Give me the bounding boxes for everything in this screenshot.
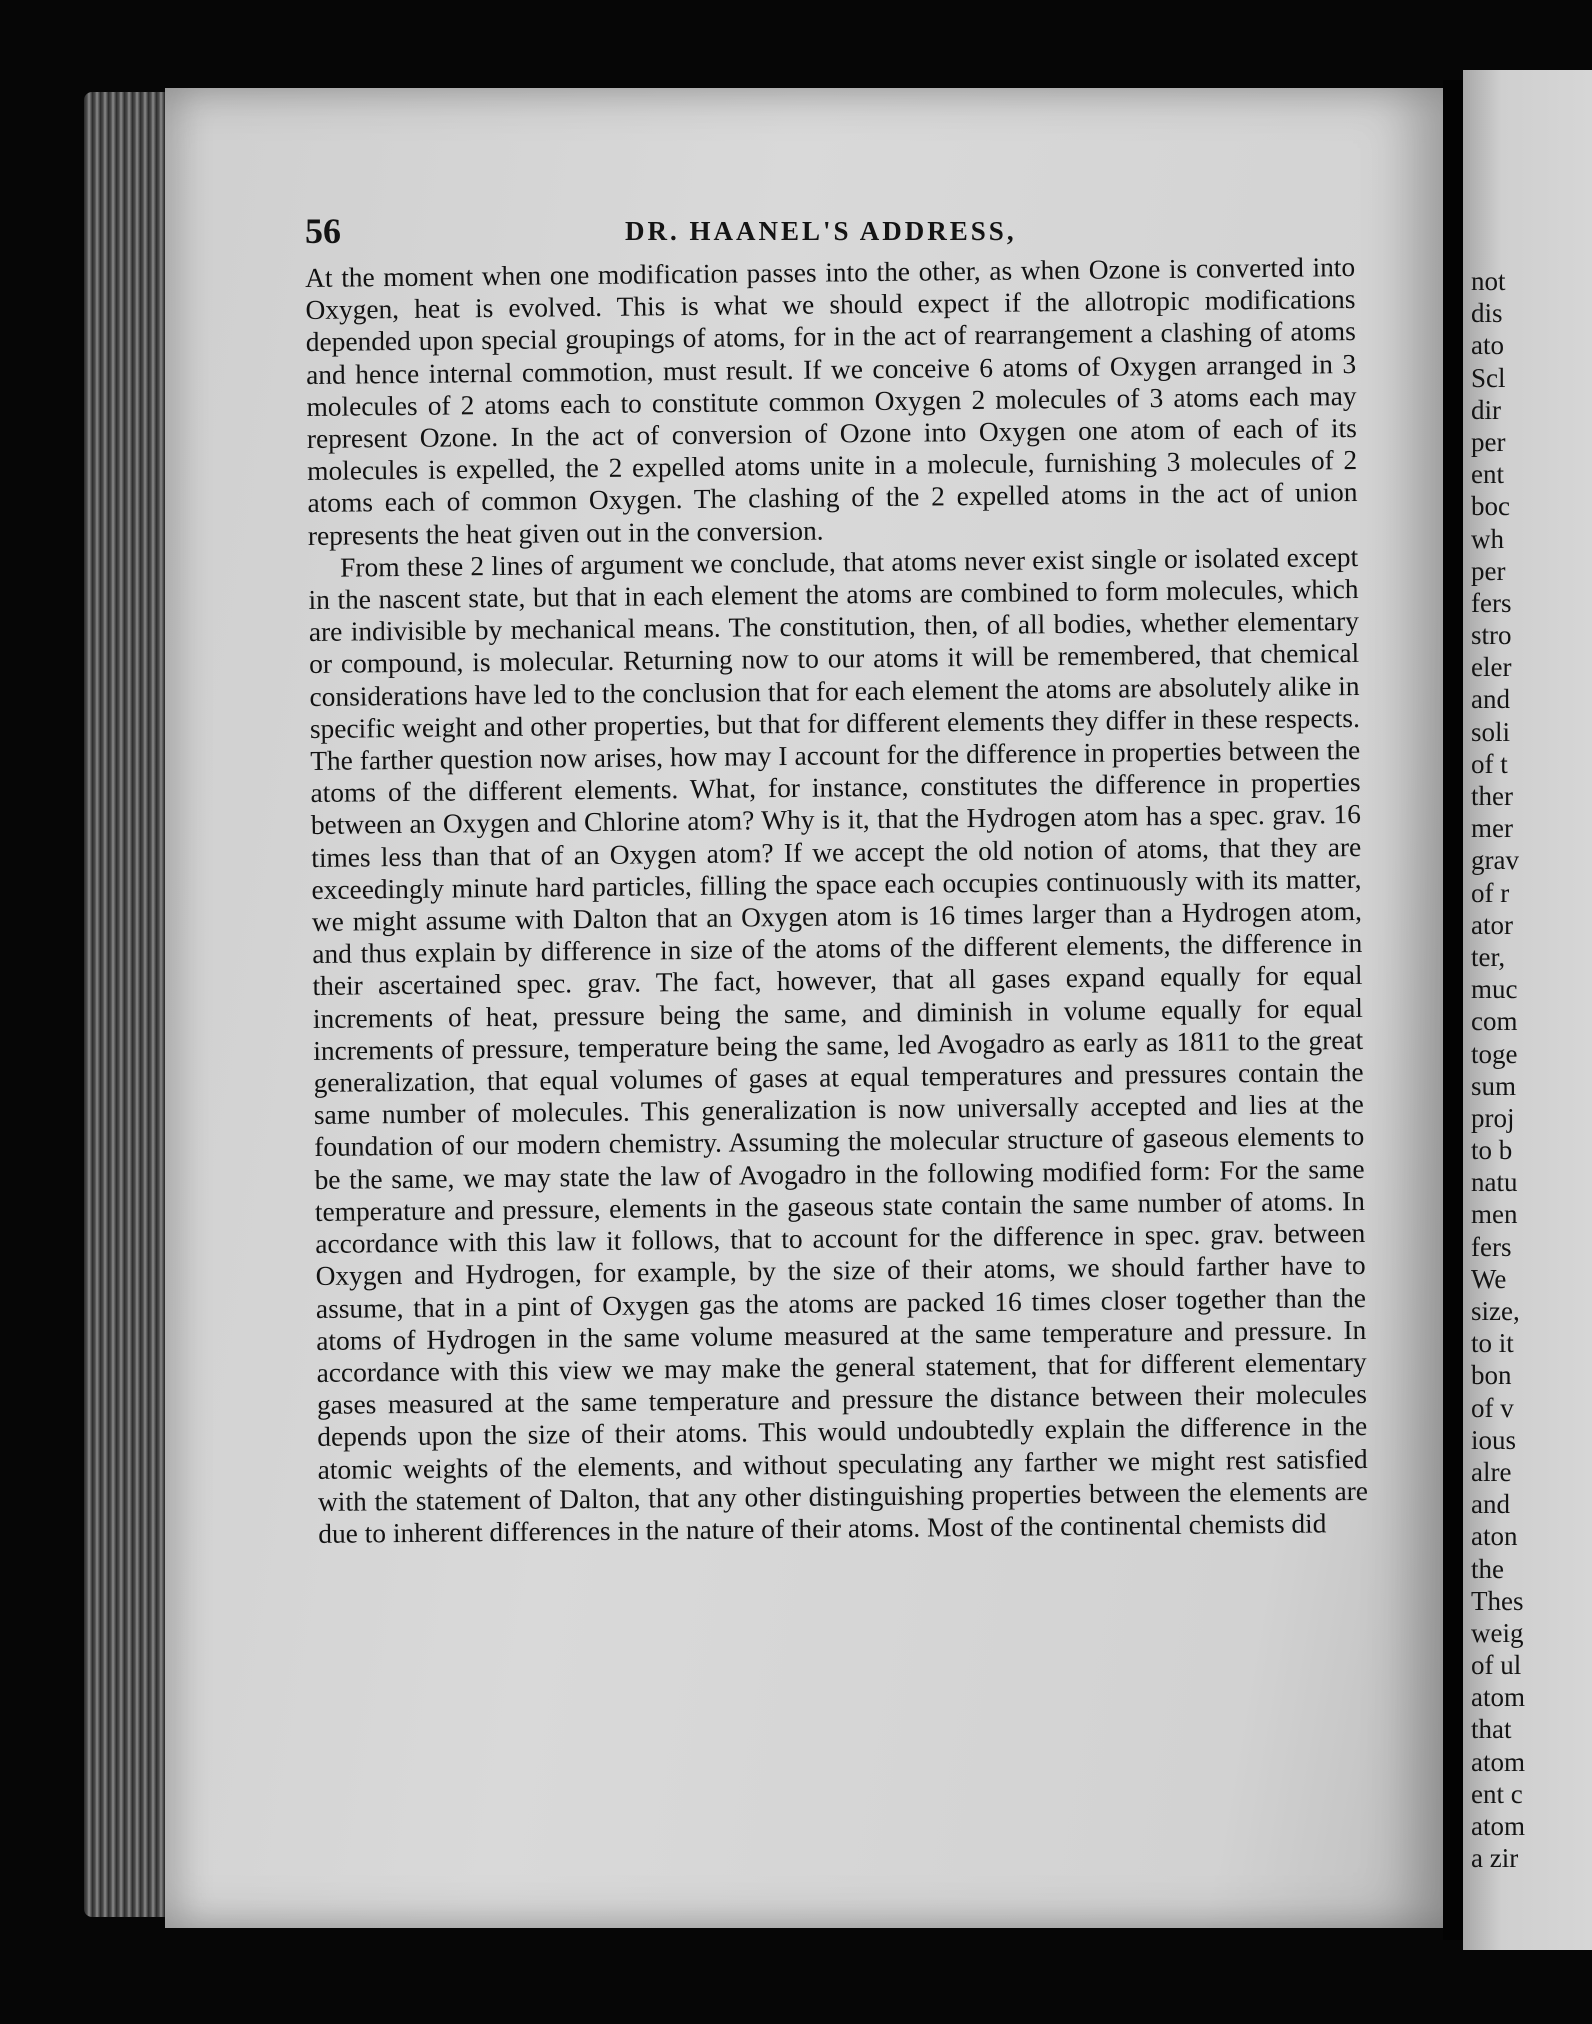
facing-page-line: ter, (1471, 941, 1506, 972)
page-number: 56 (305, 211, 341, 251)
facing-page-line: Scl (1471, 362, 1506, 393)
facing-page-line: ent (1471, 459, 1504, 490)
facing-page-line: ent c (1471, 1778, 1523, 1809)
facing-page-line: of r (1471, 877, 1510, 908)
facing-page-line: dis (1471, 298, 1503, 329)
facing-page-line: atom (1471, 1682, 1525, 1713)
facing-page-line: natu (1471, 1167, 1518, 1198)
facing-page-line: aton (1471, 1521, 1518, 1552)
facing-page-line: eler (1471, 652, 1512, 683)
facing-page-line: a zir (1471, 1843, 1519, 1874)
facing-page-line: the (1471, 1553, 1504, 1584)
facing-page-line: size, (1471, 1296, 1520, 1326)
facing-page-line: stro (1471, 620, 1512, 651)
facing-page-line: dir (1471, 394, 1501, 425)
paragraph: At the moment when one modification passes into the other, as when Ozone is converted into Oxygen, heat is evolved. This is what we should expect if the allotropic modifications depended upon special groupings of atoms, for in the act of rearrangement a clashing of atoms and hence internal commotion, must result. If we conceive 6 atoms of Oxygen arranged in 3 molecules of 2 atoms each to constitute common Oxygen 2 molecules of 3 atoms each may represent Ozone. In the act of conversion of Ozone into Oxygen one atom of each of its molecules is expelled, the 2 expelled atoms unite in a molecule, furnishing 3 molecules of 2 atoms each of common Oxygen. The clashing of the 2 expelled atoms in the act of union represents the heat given out in the conversion. (305, 252, 1358, 551)
facing-page-line: to b (1471, 1135, 1513, 1166)
facing-page-line: per (1471, 555, 1506, 586)
facing-page-line: com (1471, 1006, 1518, 1037)
facing-page-line: of ul (1471, 1650, 1522, 1681)
facing-page-line: toge (1471, 1038, 1518, 1069)
facing-page-line: of t (1471, 748, 1508, 779)
facing-page-line: mer (1471, 813, 1513, 844)
facing-page-line: grav (1471, 845, 1519, 876)
facing-page-line: We (1471, 1263, 1507, 1294)
facing-page-text (1471, 265, 1592, 1874)
facing-page-line: sum (1471, 1070, 1517, 1101)
facing-page-line: Thes (1471, 1585, 1524, 1616)
facing-page-line: per (1471, 426, 1506, 457)
facing-page-line: atom (1471, 1746, 1525, 1777)
facing-page-line: bon (1471, 1360, 1512, 1391)
facing-page-line: muc (1471, 974, 1518, 1005)
running-head: DR. HAANEL'S ADDRESS, (625, 216, 1017, 246)
facing-page-line: ator (1471, 909, 1513, 940)
page-header (305, 212, 1345, 252)
facing-page-line: ther (1471, 781, 1513, 811)
book-gutter (1443, 80, 1463, 1940)
facing-page-line: not (1471, 266, 1506, 296)
facing-page-line: and (1471, 684, 1510, 715)
facing-page-line: wh (1471, 523, 1504, 554)
paragraph: From these 2 lines of argument we conclude, that atoms never exist single or isolated except in the nascent state, but that in each element the atoms are combined to form molecules, which are indivisible by mechanical means. The constitution, then, of all bodies, whether elementary or compound, is molecular. Returning now to our atoms it will be remembered, that chemical considerations have led to the conclusion that for each element the atoms are absolutely alike in specific weight and other properties, but that for different elements they differ in these respects. The farther question now arises, how may I account for the difference in properties between the atoms of the different elements. What, for instance, constitutes the difference in properties between an Oxygen and Chlorine atom? Why is it, that the Hydrogen atom has a spec. grav. 16 times less than that of an Oxygen atom? If we accept the old notion of atoms, that they are exceedingly minute hard particles, filling the space each occupies continuously with its matter, we might assume with Dalton that an Oxygen atom is 16 times larger than a Hydrogen atom, and thus explain by difference in size of the atoms of the different elements, the difference in their ascertained spec. grav. The fact, however, that all gases expand equally for equal increments of heat, pressure being the same, and diminish in volume equally for equal increments of pressure, temperature being the same, led Avogadro as early as 1811 to the great generalization, that equal volumes of gases at equal temperatures and pressures contain the same number of molecules. This generalization is now universally accepted and lies at the foundation of our modern chemistry. Assuming the molecular structure of gaseous elements to be the same, we may state the law of Avogadro in the following modified form: For the same temperature and pressure, elements in the gaseous state contain the same number of atoms. In accordance with this law it follows, that to account for the difference in spec. grav. between Oxygen and Hydrogen, for example, by the size of their atoms, we should farther have to assume, that in a pint of Oxygen gas the atoms are packed 16 times closer together than the atoms of Hydrogen in the same volume measured at the same temperature and pressure. In accordance with this view we may make the general statement, that for different elementary gases measured at the same temperature and pressure the distance between their molecules depends upon the size of their atoms. This would undoubtedly explain the difference in the atomic weights of the elements, and without speculating any farther we might rest satisfied with the statement of Dalton, that any other distinguishing properties between the elements are due to inherent differences in the nature of their atoms. Most of the continental chemists did (308, 541, 1369, 1549)
facing-page-line: ato (1471, 330, 1504, 361)
facing-page-line: boc (1471, 491, 1510, 522)
facing-page-line: of v (1471, 1392, 1514, 1423)
facing-page-line: proj (1471, 1102, 1515, 1133)
facing-page-line: soli (1471, 716, 1511, 747)
facing-page (1463, 70, 1592, 1950)
facing-page-line: that (1471, 1714, 1512, 1745)
facing-page-line: alre (1471, 1456, 1512, 1487)
facing-page-line: atom (1471, 1811, 1525, 1841)
body-text (305, 251, 1372, 1892)
facing-page-line: fers (1471, 1231, 1512, 1262)
facing-page-line: ious (1471, 1424, 1517, 1455)
facing-page-line: weig (1471, 1617, 1524, 1648)
facing-page-line: and (1471, 1489, 1510, 1520)
facing-page-line: to it (1471, 1328, 1514, 1359)
facing-page-line: men (1471, 1199, 1518, 1230)
facing-page-line: fers (1471, 587, 1512, 618)
